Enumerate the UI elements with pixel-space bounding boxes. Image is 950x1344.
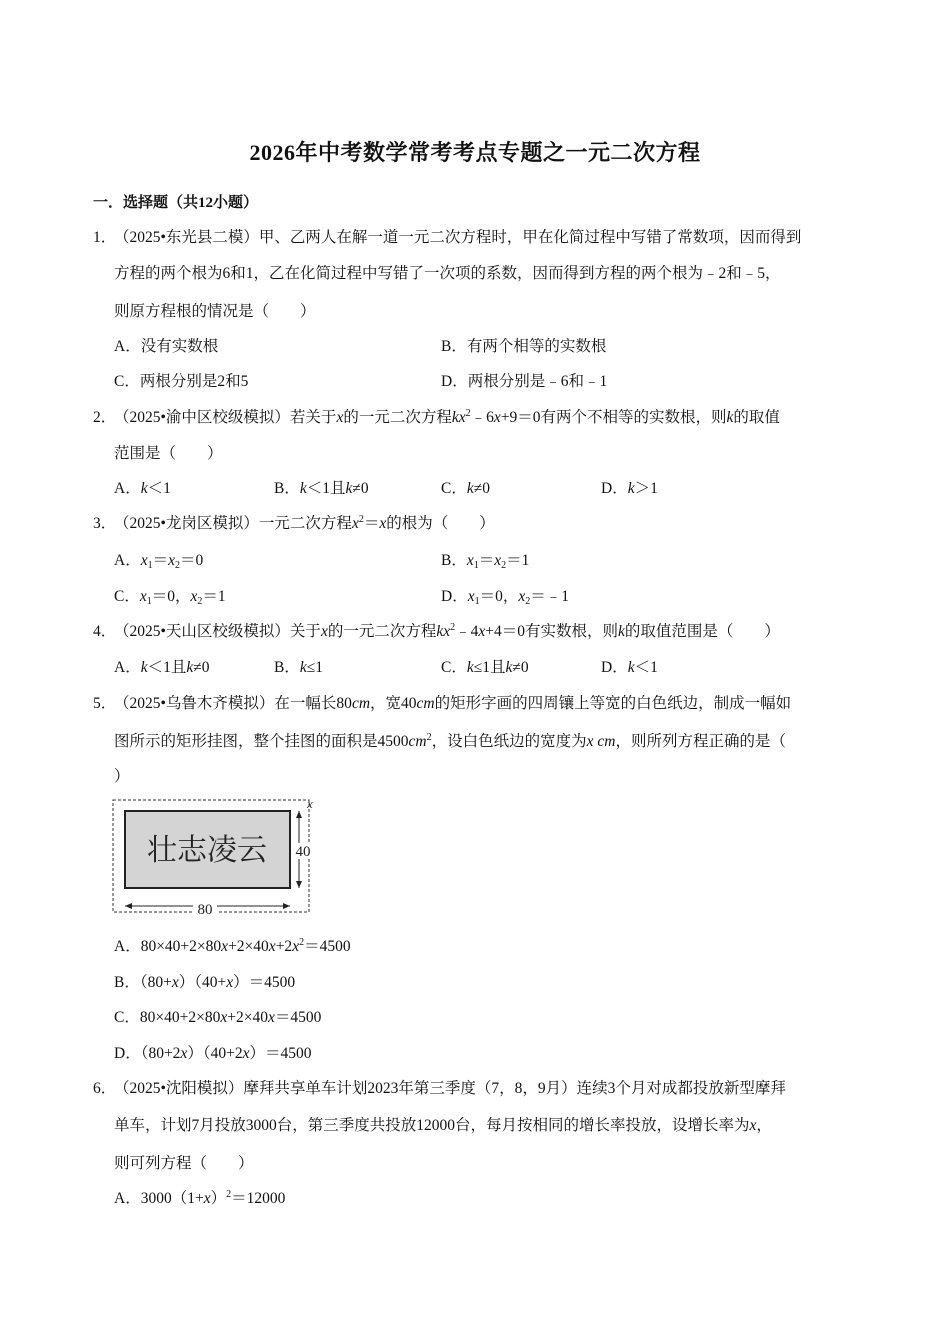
option-b: B．k≤1 <box>274 659 323 676</box>
question-number: 2． <box>93 409 117 426</box>
option-c: C．两根分别是2和5 <box>114 373 249 390</box>
question-number: 6． <box>93 1080 117 1097</box>
question-text: 方程的两个根为6和1，乙在化简过程中写错了一次项的系数，因而得到方程的两个根为﹣2和﹣5， <box>114 265 781 282</box>
question-number: 4． <box>93 623 117 640</box>
option-a: A．k＜1 <box>114 480 171 497</box>
arrow-left-icon <box>125 903 132 909</box>
option-a: A．没有实数根 <box>114 338 219 355</box>
option-d: D．（80+2x）（40+2x）＝4500 <box>114 1045 312 1062</box>
question-text: 则原方程根的情况是（ ） <box>114 303 316 320</box>
question-number: 5． <box>93 695 117 712</box>
option-a: A．$3000(1+x)^2=12000$ <box>114 1189 286 1207</box>
arrow-down-icon <box>296 881 302 888</box>
section-heading: 一．选择题（共12小题） <box>93 195 259 211</box>
option-c: C．$x_1=0$，$x_2=1$ <box>114 588 226 607</box>
question-text: （2025•乌鲁木齐模拟）在一幅长80cm，宽40cm的矩形字画的四周镶上等宽的白色纸边，制成一幅如 <box>114 695 792 712</box>
option-c: C．k≤1且k≠0 <box>441 659 529 676</box>
question-number: 1． <box>93 229 117 246</box>
width-x-label: x <box>307 798 313 811</box>
option-b: B．有两个相等的实数根 <box>441 338 607 355</box>
option-a: A．$x_1=x_2=0$ <box>114 552 204 571</box>
question-text: 范围是（ ） <box>114 445 223 462</box>
option-b: B．$x_1=x_2=1$ <box>441 552 530 571</box>
option-a: A．k＜1且k≠0 <box>114 659 210 676</box>
option-d: D．k＞1 <box>601 480 658 497</box>
option-c: C．k≠0 <box>441 480 490 497</box>
calligraphy-text: 壮志凌云 <box>147 833 267 868</box>
height-label: 40 <box>295 844 311 860</box>
question-number: 3． <box>93 515 117 532</box>
question-text: （2025•龙岗区模拟）一元二次方程$x^2=x$的根为（ ） <box>114 514 495 532</box>
arrow-up-icon <box>296 811 302 818</box>
question-text: 图所示的矩形挂图，整个挂图的面积是$4500cm^2$，设白色纸边的宽度为x cm，则所列方程正确的是（ <box>114 732 786 750</box>
width-label: 80 <box>197 902 213 916</box>
option-b: B．k＜1且k≠0 <box>274 480 369 497</box>
option-d: D．k＜1 <box>601 659 658 676</box>
question-text: （2025•东光县二模）甲、乙两人在解一道一元二次方程时，甲在化简过程中写错了常数项，因而得到 <box>114 229 802 246</box>
question-text: （2025•渝中区校级模拟）若关于x的一元二次方程$kx^2﹣6x+9=0$有两个不相等的实数根，则k的取值 <box>114 408 780 426</box>
option-b: B．（80+x）（40+x）＝4500 <box>114 974 296 991</box>
option-d: D．两根分别是﹣6和﹣1 <box>441 373 608 390</box>
arrow-right-icon <box>283 903 290 909</box>
option-d: D．$x_1=0$，$x_2=﹣1$ <box>441 588 570 607</box>
option-a: A．$80\times 40+2\times 80x+2\times 40x+2x^2=4500$ <box>114 937 351 955</box>
question-text: （2025•天山区校级模拟）关于x的一元二次方程$kx^2﹣4x+4=0$有实数根，则k的取值范围是（ ） <box>114 622 780 640</box>
question-text: 则可列方程（ ） <box>114 1155 254 1172</box>
question-text: 单车，计划7月投放3000台，第三季度共投放12000台，每月按相同的增长率投放，设增长率为x， <box>114 1117 772 1134</box>
option-c: C．80×40+2×80x+2×40x＝4500 <box>114 1009 322 1026</box>
framed-calligraphy-figure <box>111 798 321 916</box>
question-text: （2025•沈阳模拟）摩拜共享单车计划2023年第三季度（7，8，9月）连续3个月对成都投放新型摩拜 <box>114 1080 786 1097</box>
page-title: 2026年中考数学常考考点专题之一元二次方程 <box>249 140 701 165</box>
figure-svg <box>111 798 321 916</box>
question-text: ） <box>114 768 130 785</box>
